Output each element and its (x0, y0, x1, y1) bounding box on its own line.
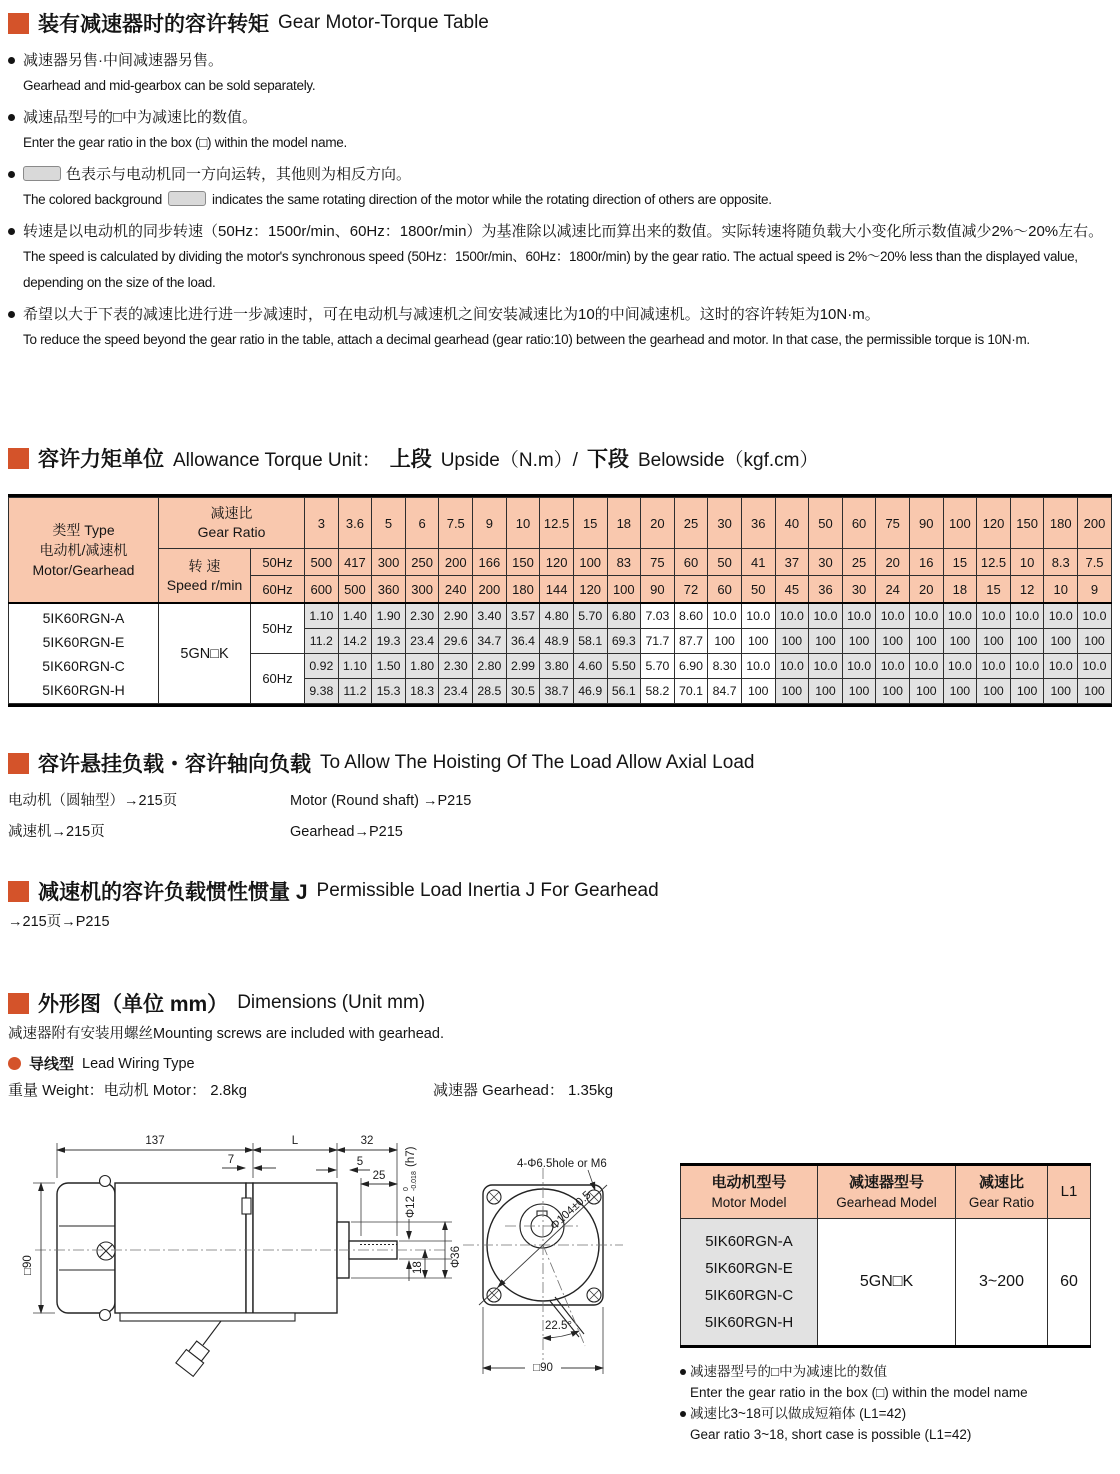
speed-60hz-value-cell: 50 (741, 576, 775, 604)
torque-value-cell: 10.0 (876, 654, 910, 679)
torque-value-cell: 8.60 (674, 603, 708, 629)
dim-25-label: 25 (372, 1170, 386, 1182)
front-width-label: □90 (533, 1362, 553, 1374)
inertia-reference: →215页→P215 (8, 914, 110, 930)
speed-60hz-value-cell: 72 (674, 576, 708, 604)
torque-value-cell: 10.0 (909, 654, 943, 679)
motor-outline (57, 1176, 397, 1377)
note-item (8, 219, 1114, 296)
note-text: 减速比3~18可以做成短箱体 (L1=42) (690, 1406, 907, 1421)
dim-square90-label: □90 (22, 1255, 34, 1275)
torque-value-cell: 10.0 (1044, 654, 1078, 679)
torque-value-cell: 58.2 (641, 679, 675, 704)
reference-row (8, 817, 471, 848)
torque-value-cell: 10.0 (977, 603, 1011, 629)
section-title-en: Gear Motor-Torque Table (278, 12, 489, 33)
speed-60hz-value-cell: 240 (439, 576, 473, 604)
torque-value-cell: 100 (1044, 679, 1078, 704)
note-en: Gearhead and mid-gearbox can be sold separately. (23, 78, 316, 93)
gear-ratio-value-cell: 3.6 (338, 498, 372, 549)
l1-value-cell: 60 (1048, 1219, 1091, 1347)
bullet-dot-icon (8, 171, 15, 178)
torque-value-cell: 69.3 (607, 629, 641, 654)
type-header-cell: 类型 Type 电动机/减速机 Motor/Gearhead (9, 498, 159, 604)
gear-ratio-value-cell: 40 (775, 498, 809, 549)
bullet-dot-icon (680, 1411, 686, 1417)
torque-value-cell: 5.70 (641, 654, 675, 679)
note-zh: 减速器另售·中间减速器另售。 (23, 52, 223, 69)
bullet-dot-icon (8, 114, 15, 121)
torque-value-cell: 4.60 (573, 654, 607, 679)
note-en: The speed is calculated by dividing the motor's synchronous speed (50Hz：1500r/min、60Hz：1800r/min) by the gear ratio. The actual speed is 2%～20% less than the displayed value, depending on the size of the load. (23, 249, 1078, 290)
note-zh: 转速是以电动机的同步转速（50Hz：1500r/min、60Hz：1800r/min）为基准除以减速比而算出来的数值。实际转速将随负载大小变化所示数值减少2%～20%左右。 (23, 223, 1104, 240)
lead-type-zh: 导线型 (29, 1056, 75, 1073)
hoisting-title-en: To Allow The Hoisting Of The Load Allow Axial Load (320, 752, 755, 773)
torque-value-cell: 100 (809, 679, 843, 704)
speed-60hz-value-cell: 120 (573, 576, 607, 604)
speed-50hz-value-cell: 30 (809, 549, 843, 576)
section-title-zh: 装有减速器时的容许转矩 (38, 13, 269, 36)
speed-60hz-value-cell: 600 (305, 576, 339, 604)
dim-phi36-label: Φ36 (450, 1246, 462, 1268)
reference-en: Gearhead→P215 (290, 824, 403, 840)
unit-belowside-zh: 下段 (586, 448, 629, 471)
unit-upside-zh: 上段 (389, 448, 432, 471)
gear-ratio-value-cell: 5 (372, 498, 406, 549)
torque-value-cell: 1.10 (305, 603, 339, 629)
speed-60hz-value-cell: 24 (876, 576, 910, 604)
torque-value-cell: 10.0 (809, 654, 843, 679)
notes-list (8, 48, 1114, 359)
inertia-title-en: Permissible Load Inertia J For Gearhead (316, 880, 659, 901)
gearhead-model-cell: 5GN□K (159, 603, 251, 704)
speed-60hz-value-cell: 30 (842, 576, 876, 604)
torque-value-cell: 100 (1078, 629, 1112, 654)
shaft-fit-text: (h7) (405, 1146, 417, 1167)
orange-square-marker (8, 881, 29, 902)
dim-7-label: 7 (227, 1154, 235, 1166)
header-zh: 减速比 (978, 1174, 1024, 1191)
torque-value-cell: 71.7 (641, 629, 675, 654)
torque-value-cell: 10.0 (775, 654, 809, 679)
speed-50hz-value-cell: 50 (708, 549, 742, 576)
speed-60hz-value-cell: 45 (775, 576, 809, 604)
torque-value-cell: 2.30 (405, 603, 439, 629)
direction-color-swatch (23, 166, 61, 181)
torque-value-cell: 100 (943, 629, 977, 654)
gearhead-weight: 减速器 Gearhead： 1.35kg (433, 1082, 614, 1099)
hoisting-references (8, 786, 471, 848)
model-note-zh (680, 1403, 1090, 1424)
torque-value-cell: 100 (977, 679, 1011, 704)
model-note-zh (680, 1361, 1090, 1382)
speed-50hz-value-cell: 10 (1010, 549, 1044, 576)
torque-value-cell: 10.0 (809, 603, 843, 629)
reference-row (8, 786, 471, 817)
torque-value-cell: 3.57 (506, 603, 540, 629)
gear-ratio-value-cell: 30 (708, 498, 742, 549)
orange-square-marker (8, 753, 29, 774)
header-en: Motor Model (711, 1195, 787, 1210)
bullet-dot-icon (680, 1369, 686, 1375)
torque-value-cell: 2.30 (439, 654, 473, 679)
torque-value-cell: 0.92 (305, 654, 339, 679)
freq-50hz-cell: 50Hz (251, 603, 305, 654)
torque-value-cell: 6.90 (674, 654, 708, 679)
torque-value-cell: 5.70 (573, 603, 607, 629)
torque-value-cell: 10.0 (741, 654, 775, 679)
direction-color-swatch (168, 191, 206, 206)
front-view-drawing (455, 1140, 705, 1440)
angle-label: 22.5° (545, 1320, 572, 1332)
torque-value-cell: 100 (876, 629, 910, 654)
torque-table-wrap (8, 494, 1112, 707)
unit-title-zh: 容许力矩单位 (38, 448, 164, 471)
speed-60hz-value-cell: 36 (809, 576, 843, 604)
gear-ratio-value-cell: 7.5 (439, 498, 473, 549)
header-zh: 减速器型号 (848, 1174, 924, 1191)
torque-value-cell: 1.40 (338, 603, 372, 629)
speed-50hz-value-cell: 100 (573, 549, 607, 576)
dimension-drawings (0, 1100, 1120, 1474)
torque-value-cell: 11.2 (338, 679, 372, 704)
speed-60hz-value-cell: 500 (338, 576, 372, 604)
dimensions-title-en: Dimensions (Unit mm) (237, 992, 426, 1013)
torque-value-cell: 34.7 (473, 629, 507, 654)
speed-50hz-value-cell: 20 (876, 549, 910, 576)
torque-value-cell: 5.50 (607, 654, 641, 679)
gear-ratio-value-cell: 9 (473, 498, 507, 549)
speed-60hz-value-cell: 180 (506, 576, 540, 604)
model-table (680, 1163, 1091, 1348)
speed-50hz-value-cell: 75 (641, 549, 675, 576)
gear-ratio-value-cell: 10 (506, 498, 540, 549)
torque-value-cell: 30.5 (506, 679, 540, 704)
torque-value-cell: 10.0 (1010, 654, 1044, 679)
gear-ratio-value-cell: 36 (741, 498, 775, 549)
shaft-dia-text: Φ12 (405, 1196, 417, 1218)
torque-value-cell: 1.10 (338, 654, 372, 679)
side-view-drawing (15, 1110, 465, 1455)
torque-value-cell: 100 (741, 629, 775, 654)
note-en (23, 187, 1114, 213)
dim-32-label: 32 (360, 1135, 374, 1147)
note-item (8, 105, 1114, 156)
model-table-header-motor (681, 1165, 818, 1219)
torque-value-cell: 100 (775, 629, 809, 654)
speed-60hz-value-cell: 90 (641, 576, 675, 604)
speed-60hz-value-cell: 100 (607, 576, 641, 604)
speed-50hz-value-cell: 500 (305, 549, 339, 576)
torque-value-cell: 23.4 (405, 629, 439, 654)
torque-value-cell: 10.0 (842, 603, 876, 629)
orange-dot-icon (8, 1057, 21, 1070)
shaft-tol-lower: -0.018 (411, 1171, 418, 1191)
section-title-hoisting (8, 748, 754, 778)
section-title-inertia (8, 876, 659, 906)
torque-value-cell: 100 (1010, 629, 1044, 654)
reference-zh: 电动机（圆轴型）→215页 (8, 793, 178, 809)
reference-en: Motor (Round shaft) →P215 (290, 793, 472, 809)
note-en-pre: The colored background (23, 192, 162, 207)
hoisting-title-zh: 容许悬挂负载・容许轴向负载 (38, 753, 311, 776)
speed-50hz-value-cell: 15 (943, 549, 977, 576)
dim-5-label: 5 (356, 1156, 364, 1168)
torque-value-cell: 100 (708, 629, 742, 654)
torque-value-cell: 100 (1044, 629, 1078, 654)
speed-50hz-value-cell: 12.5 (977, 549, 1011, 576)
note-item (8, 302, 1114, 353)
gear-ratio-value-cell: 200 (1078, 498, 1112, 549)
torque-value-cell: 1.80 (405, 654, 439, 679)
bolt-circle-label: Φ104±0.5 (548, 1189, 594, 1233)
dimensions-title-zh: 外形图（单位 mm） (38, 993, 229, 1016)
torque-value-cell: 10.0 (1078, 654, 1112, 679)
speed-50hz-value-cell: 83 (607, 549, 641, 576)
speed-60hz-value-cell: 10 (1044, 576, 1078, 604)
unit-belowside-en: Belowside（kgf.cm） (637, 449, 819, 471)
torque-value-cell: 29.6 (439, 629, 473, 654)
torque-value-cell: 3.40 (473, 603, 507, 629)
model-table-header-gearhead (818, 1165, 956, 1219)
torque-value-cell: 11.2 (305, 629, 339, 654)
torque-value-cell: 10.0 (741, 603, 775, 629)
note-zh: 减速品型号的□中为减速比的数值。 (23, 109, 258, 126)
torque-value-cell: 8.30 (708, 654, 742, 679)
speed-60hz-value-cell: 9 (1078, 576, 1112, 604)
gear-ratio-header-cell: 减速比 Gear Ratio (159, 498, 305, 549)
torque-value-cell: 84.7 (708, 679, 742, 704)
speed-50hz-value-cell: 200 (439, 549, 473, 576)
torque-value-cell: 56.1 (607, 679, 641, 704)
torque-value-cell: 2.99 (506, 654, 540, 679)
note-item (8, 48, 1114, 99)
torque-value-cell: 28.5 (473, 679, 507, 704)
torque-value-cell: 6.80 (607, 603, 641, 629)
torque-value-cell: 46.9 (573, 679, 607, 704)
speed-60hz-value-cell: 60 (708, 576, 742, 604)
torque-value-cell: 58.1 (573, 629, 607, 654)
torque-value-cell: 100 (842, 679, 876, 704)
mounting-holes-label: 4-Φ6.5hole or M6 (517, 1158, 607, 1170)
note-text: 减速器型号的□中为减速比的数值 (690, 1364, 888, 1379)
section-title-torque-unit (8, 443, 819, 473)
dim-137-label: 137 (145, 1135, 165, 1147)
speed-60hz-label-cell: 60Hz (251, 576, 305, 604)
torque-value-cell: 100 (809, 629, 843, 654)
unit-upside-en: Upside（N.m）/ (440, 449, 578, 471)
torque-value-cell: 100 (909, 679, 943, 704)
torque-value-cell: 100 (1010, 679, 1044, 704)
torque-value-cell: 9.38 (305, 679, 339, 704)
gear-ratio-value-cell: 100 (943, 498, 977, 549)
shaft-tol-upper: 0 (403, 1187, 410, 1191)
speed-60hz-value-cell: 300 (405, 576, 439, 604)
torque-value-cell: 100 (909, 629, 943, 654)
torque-table (8, 497, 1112, 704)
dim-18-label: 18 (412, 1261, 424, 1274)
motor-model: 5IK60RGN-H (704, 1314, 794, 1331)
motor-model: 5IK60RGN-A (705, 1233, 793, 1250)
freq-60hz-cell: 60Hz (251, 654, 305, 704)
speed-60hz-value-cell: 144 (540, 576, 574, 604)
speed-50hz-value-cell: 166 (473, 549, 507, 576)
model-note-en: Gear ratio 3~18, short case is possible (L1=42) (690, 1427, 972, 1442)
gear-ratio-value-cell: 120 (977, 498, 1011, 549)
speed-50hz-value-cell: 60 (674, 549, 708, 576)
speed-50hz-value-cell: 41 (741, 549, 775, 576)
gear-ratio-value-cell: 90 (909, 498, 943, 549)
motor-models-cell: 5IK60RGN-A 5IK60RGN-E 5IK60RGN-C 5IK60RGN-H (9, 603, 159, 704)
torque-value-cell: 18.3 (405, 679, 439, 704)
torque-value-cell: 100 (842, 629, 876, 654)
speed-50hz-value-cell: 150 (506, 549, 540, 576)
lead-wiring-type-line (8, 1053, 195, 1074)
shaft-diameter-label (403, 1146, 418, 1218)
model-note-en: Enter the gear ratio in the box (□) within the model name (690, 1385, 1028, 1400)
gearhead-model-cell: 5GN□K (818, 1219, 956, 1347)
speed-header-cell: 转 速 Speed r/min (159, 549, 251, 604)
torque-value-cell: 100 (775, 679, 809, 704)
motor-weight: 重量 Weight：电动机 Motor： 2.8kg (8, 1082, 247, 1099)
speed-50hz-value-cell: 16 (909, 549, 943, 576)
model-table-notes (680, 1361, 1090, 1445)
model-table-header-l1 (1048, 1165, 1091, 1219)
speed-60hz-value-cell: 15 (977, 576, 1011, 604)
torque-value-cell: 3.80 (540, 654, 574, 679)
torque-value-cell: 87.7 (674, 629, 708, 654)
model-table-header-ratio (956, 1165, 1048, 1219)
section-title-gear-motor-torque (8, 8, 489, 38)
header-en: Gear Ratio (968, 1195, 1035, 1210)
speed-60hz-value-cell: 18 (943, 576, 977, 604)
torque-value-cell: 38.7 (540, 679, 574, 704)
torque-value-cell: 100 (1078, 679, 1112, 704)
section-title-dimensions (8, 988, 425, 1018)
torque-value-cell: 10.0 (708, 603, 742, 629)
speed-50hz-label-cell: 50Hz (251, 549, 305, 576)
speed-60hz-value-cell: 200 (473, 576, 507, 604)
motor-models-cell (681, 1219, 818, 1347)
torque-value-cell: 48.9 (540, 629, 574, 654)
speed-50hz-value-cell: 25 (842, 549, 876, 576)
gear-ratio-value-cell: 12.5 (540, 498, 574, 549)
torque-value-cell: 4.80 (540, 603, 574, 629)
torque-value-cell: 23.4 (439, 679, 473, 704)
orange-square-marker (8, 13, 29, 34)
torque-value-cell: 15.3 (372, 679, 406, 704)
note-zh (23, 162, 1114, 187)
bullet-dot-icon (8, 311, 15, 318)
torque-value-cell: 100 (943, 679, 977, 704)
gear-ratio-value-cell: 6 (405, 498, 439, 549)
lead-wire-connector (176, 1339, 212, 1376)
gear-ratio-value-cell: 150 (1010, 498, 1044, 549)
torque-value-cell: 100 (876, 679, 910, 704)
torque-value-cell: 100 (741, 679, 775, 704)
gear-ratio-value-cell: 15 (573, 498, 607, 549)
gear-ratio-value-cell: 3 (305, 498, 339, 549)
torque-value-cell: 10.0 (943, 603, 977, 629)
torque-value-cell: 1.50 (372, 654, 406, 679)
gear-ratio-value-cell: 180 (1044, 498, 1078, 549)
inertia-title-zh: 减速机的容许负载惯性惯量 J (38, 881, 308, 904)
torque-value-cell: 10.0 (842, 654, 876, 679)
note-en-post: indicates the same rotating direction of the motor while the rotating direction of others are opposite. (212, 192, 772, 207)
unit-title-en: Allowance Torque Unit： (173, 449, 381, 471)
torque-value-cell: 10.0 (1044, 603, 1078, 629)
note-en: To reduce the speed beyond the gear ratio in the table, attach a decimal gearhead (gear ratio:10) between the gearhead and motor. In that case, the permissible torque is 10N·m. (23, 332, 1030, 347)
speed-50hz-value-cell: 120 (540, 549, 574, 576)
speed-50hz-value-cell: 250 (405, 549, 439, 576)
torque-value-cell: 10.0 (775, 603, 809, 629)
torque-value-cell: 10.0 (977, 654, 1011, 679)
gear-ratio-value-cell: 20 (641, 498, 675, 549)
torque-value-cell: 2.90 (439, 603, 473, 629)
torque-value-cell: 10.0 (1078, 603, 1112, 629)
torque-value-cell: 7.03 (641, 603, 675, 629)
bullet-dot-icon (8, 228, 15, 235)
header-zh: 电动机型号 (711, 1174, 787, 1191)
note-zh: 希望以大于下表的减速比进行进一步减速时，可在电动机与减速机之间安装减速比为10的中间减速机。这时的容许转矩为10N·m。 (23, 306, 880, 323)
header-en: Gearhead Model (836, 1195, 937, 1210)
torque-value-cell: 36.4 (506, 629, 540, 654)
dim-L-label: L (291, 1135, 299, 1147)
gear-ratio-value-cell: 60 (842, 498, 876, 549)
bullet-dot-icon (8, 57, 15, 64)
torque-value-cell: 10.0 (1010, 603, 1044, 629)
speed-60hz-value-cell: 12 (1010, 576, 1044, 604)
model-panel (680, 1163, 1090, 1445)
lead-type-en: Lead Wiring Type (82, 1055, 195, 1072)
speed-50hz-value-cell: 300 (372, 549, 406, 576)
motor-model: 5IK60RGN-E (705, 1260, 793, 1277)
note-item (8, 162, 1114, 213)
reference-zh: 减速机→215页 (8, 824, 105, 840)
torque-value-cell: 1.90 (372, 603, 406, 629)
gear-ratio-value-cell: 50 (809, 498, 843, 549)
speed-60hz-value-cell: 360 (372, 576, 406, 604)
gear-ratio-value-cell: 18 (607, 498, 641, 549)
torque-value-cell: 70.1 (674, 679, 708, 704)
speed-50hz-value-cell: 417 (338, 549, 372, 576)
torque-value-cell: 10.0 (943, 654, 977, 679)
note-en: Enter the gear ratio in the box (□) within the model name. (23, 135, 347, 150)
torque-value-cell: 10.0 (876, 603, 910, 629)
note-zh-text: 色表示与电动机同一方向运转，其他则为相反方向。 (66, 166, 412, 183)
gear-ratio-range-cell: 3~200 (956, 1219, 1048, 1347)
torque-value-cell: 100 (977, 629, 1011, 654)
torque-value-cell: 14.2 (338, 629, 372, 654)
motor-model: 5IK60RGN-C (704, 1287, 794, 1304)
gear-ratio-value-cell: 25 (674, 498, 708, 549)
torque-value-cell: 2.80 (473, 654, 507, 679)
mounting-screws-note: 减速器附有安装用螺丝Mounting screws are included with gearhead. (8, 1026, 444, 1042)
torque-value-cell: 19.3 (372, 629, 406, 654)
speed-60hz-value-cell: 20 (909, 576, 943, 604)
speed-50hz-value-cell: 8.3 (1044, 549, 1078, 576)
header-l1: L1 (1060, 1183, 1078, 1200)
torque-value-cell: 10.0 (909, 603, 943, 629)
speed-50hz-value-cell: 37 (775, 549, 809, 576)
orange-square-marker (8, 448, 29, 469)
orange-square-marker (8, 993, 29, 1014)
speed-50hz-value-cell: 7.5 (1078, 549, 1112, 576)
gear-ratio-value-cell: 75 (876, 498, 910, 549)
